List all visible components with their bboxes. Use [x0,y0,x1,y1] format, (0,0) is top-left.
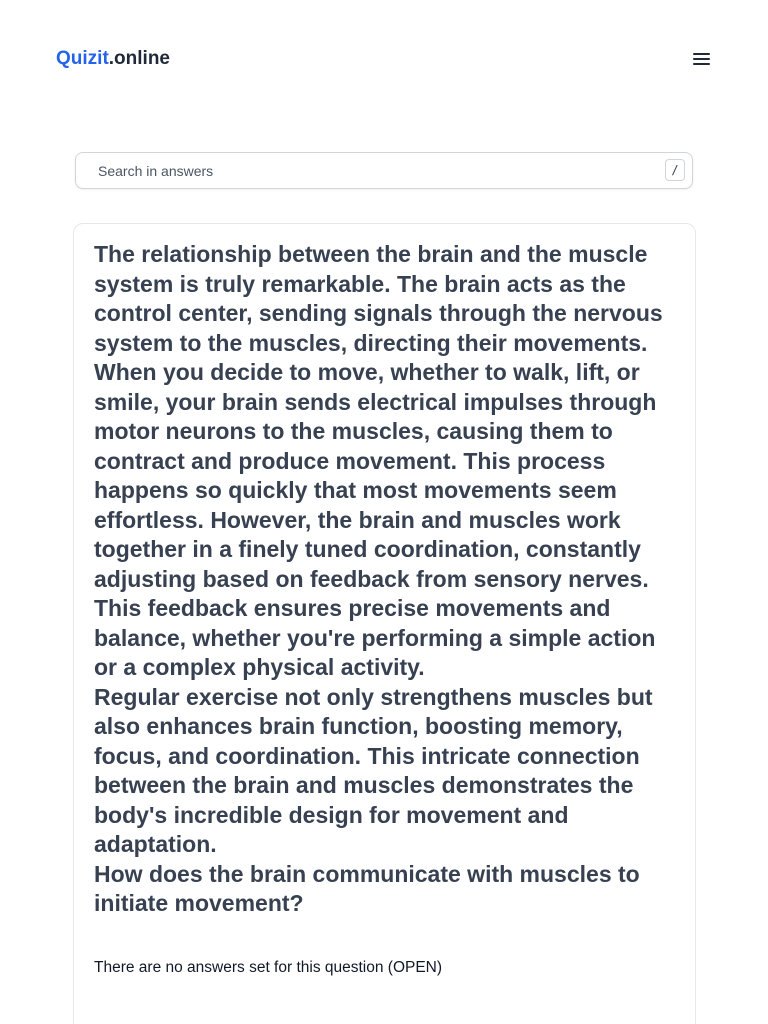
logo-brand: Quizit [56,48,109,69]
answers-status: There are no answers set for this question (OPEN) [94,959,443,976]
site-header [56,44,712,74]
question-text: The relationship between the brain and the muscle system is truly remarkable. The brain acts as the control center, sending signals through the nervous system to the muscles, directing their movements. When you decide to move, whether to walk, lift, or smile, your brain sends electrical impulses through motor neurons to the muscles, causing them to contract and produce movement. This process happens so quickly that most movements seem effortless. However, the brain and muscles work together in a finely tuned coordination, constantly adjusting based on feedback from sensory nerves. This feedback ensures precise movements and balance, whether you're performing a simple action or a complex physical activity. Regular exercise not only strengthens muscles but also enhances brain function, boosting memory, focus, and coordination. This intricate connection between the brain and muscles demonstrates the body's incredible design for movement and adaptation. How does the brain communicate with muscles to initiate movement? [94,241,663,916]
search-shortcut-key: / [665,159,685,181]
hamburger-menu-icon[interactable] [690,48,712,70]
search-input[interactable] [98,153,638,188]
logo-suffix: .online [108,48,171,69]
site-logo[interactable] [56,48,170,70]
question-card [73,223,696,1024]
search-box [75,152,693,189]
